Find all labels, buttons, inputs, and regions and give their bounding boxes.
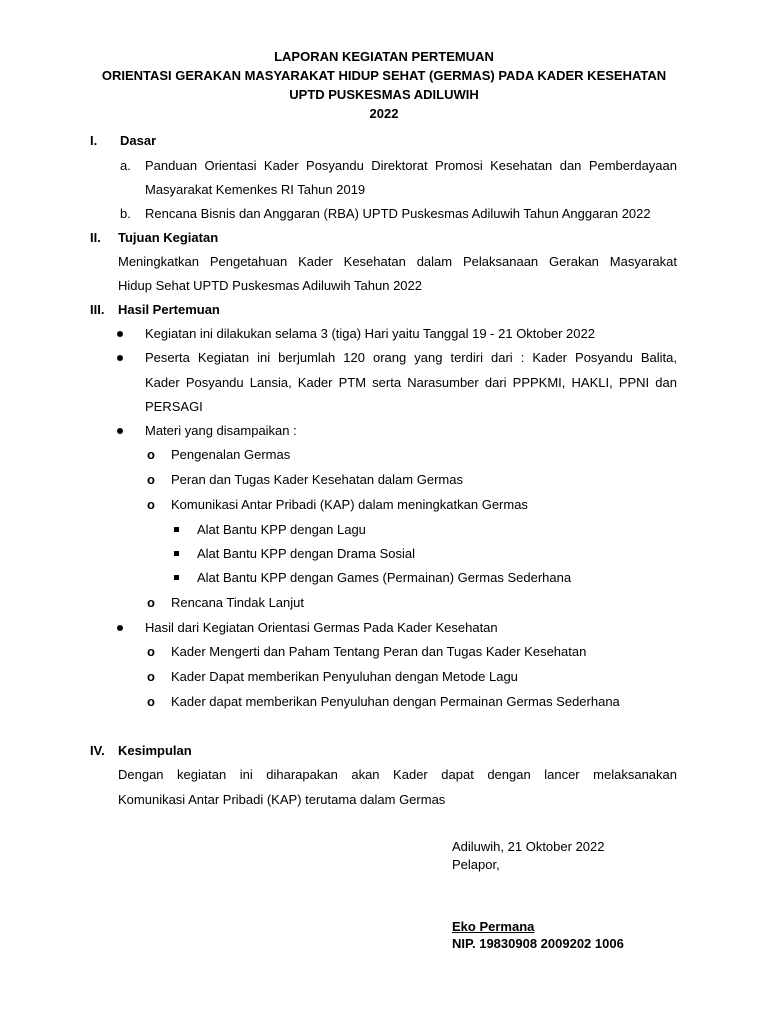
section-1-item-a-label: a. (120, 158, 131, 173)
section-2-number: II. (90, 230, 101, 245)
title-line-1: LAPORAN KEGIATAN PERTEMUAN (274, 49, 494, 64)
section-1-heading: Dasar (120, 133, 157, 148)
materi-item: Komunikasi Antar Pribadi (KAP) dalam meningkatkan Germas (171, 497, 528, 512)
bullet-square-icon (174, 575, 179, 580)
bullet-dot-icon (117, 625, 123, 631)
report-title (0, 47, 768, 123)
section-3-bullet-4: Hasil dari Kegiatan Orientasi Germas Pada Kader Kesehatan (145, 620, 498, 635)
section-2-heading: Tujuan Kegiatan (118, 230, 219, 245)
signature-place-date: Adiluwih, 21 Oktober 2022 (452, 839, 605, 854)
section-4-number: IV. (90, 743, 105, 758)
bullet-circle-icon: o (147, 497, 155, 512)
bullet-circle-icon: o (147, 595, 155, 610)
bullet-circle-icon: o (147, 694, 155, 709)
bullet-circle-icon: o (147, 644, 155, 659)
section-1-item-b-label: b. (120, 206, 131, 221)
hasil-item: Kader dapat memberikan Penyuluhan dengan Permainan Germas Sederhana (171, 694, 620, 709)
title-line-2: ORIENTASI GERAKAN MASYARAKAT HIDUP SEHAT (GERMAS) PADA KADER KESEHATAN (101, 68, 667, 83)
section-1-item-a-line-2: Masyarakat Kemenkes RI Tahun 2019 (145, 182, 366, 197)
title-year: 2022 (369, 106, 399, 121)
title-line-3: UPTD PUSKESMAS ADILUWIH (289, 87, 479, 102)
bullet-square-icon (174, 551, 179, 556)
section-1-item-b-text: Rencana Bisnis dan Anggaran (RBA) UPTD Puskesmas Adiluwih Tahun Anggaran 2022 (145, 206, 651, 221)
hasil-item: Kader Dapat memberikan Penyuluhan dengan Metode Lagu (171, 669, 518, 684)
bullet-dot-icon (117, 331, 123, 337)
section-4-line-2: Komunikasi Antar Pribadi (KAP) terutama dalam Germas (118, 792, 446, 807)
bullet-circle-icon: o (147, 669, 155, 684)
signature-role: Pelapor, (452, 857, 500, 872)
signature-nip: NIP. 19830908 2009202 1006 (452, 936, 624, 951)
section-3-number: III. (90, 302, 105, 317)
bullet-square-icon (174, 527, 179, 532)
section-2-line-2: Hidup Sehat UPTD Puskesmas Adiluwih Tahun 2022 (118, 278, 422, 293)
alat-item: Alat Bantu KPP dengan Games (Permainan) Germas Sederhana (197, 570, 572, 585)
section-3-bullet-2-line-2: Kader Posyandu Lansia, Kader PTM serta Narasumber dari PPPKMI, HAKLI, PPNI dan (145, 375, 677, 390)
section-3-heading: Hasil Pertemuan (118, 302, 220, 317)
section-1-number: I. (90, 133, 98, 148)
bullet-dot-icon (117, 428, 123, 434)
materi-item: Rencana Tindak Lanjut (171, 595, 304, 610)
section-3-bullet-2-line-3: PERSAGI (145, 399, 203, 414)
bullet-circle-icon: o (147, 472, 155, 487)
section-3-bullet-2-line-1: Peserta Kegiatan ini berjumlah 120 orang yang terdiri dari : Kader Posyandu Balita, (145, 350, 677, 365)
section-3-bullet-1: Kegiatan ini dilakukan selama 3 (tiga) Hari yaitu Tanggal 19 - 21 Oktober 2022 (145, 326, 595, 341)
materi-item: Peran dan Tugas Kader Kesehatan dalam Germas (171, 472, 463, 487)
bullet-circle-icon: o (147, 447, 155, 462)
section-2-line-1: Meningkatkan Pengetahuan Kader Kesehatan dalam Pelaksanaan Gerakan Masyarakat (118, 254, 677, 269)
materi-item: Pengenalan Germas (171, 447, 291, 462)
section-4-heading: Kesimpulan (118, 743, 192, 758)
section-3-bullet-3: Materi yang disampaikan : (145, 423, 297, 438)
hasil-item: Kader Mengerti dan Paham Tentang Peran dan Tugas Kader Kesehatan (171, 644, 587, 659)
section-4-line-1: Dengan kegiatan ini diharapakan akan Kader dapat dengan lancer melaksanakan (118, 767, 677, 782)
alat-item: Alat Bantu KPP dengan Drama Sosial (197, 546, 416, 561)
alat-item: Alat Bantu KPP dengan Lagu (197, 522, 366, 537)
section-1-item-a-line-1: Panduan Orientasi Kader Posyandu Direktorat Promosi Kesehatan dan Pemberdayaan (145, 158, 677, 173)
signature-name: Eko Permana (452, 919, 535, 934)
bullet-dot-icon (117, 355, 123, 361)
